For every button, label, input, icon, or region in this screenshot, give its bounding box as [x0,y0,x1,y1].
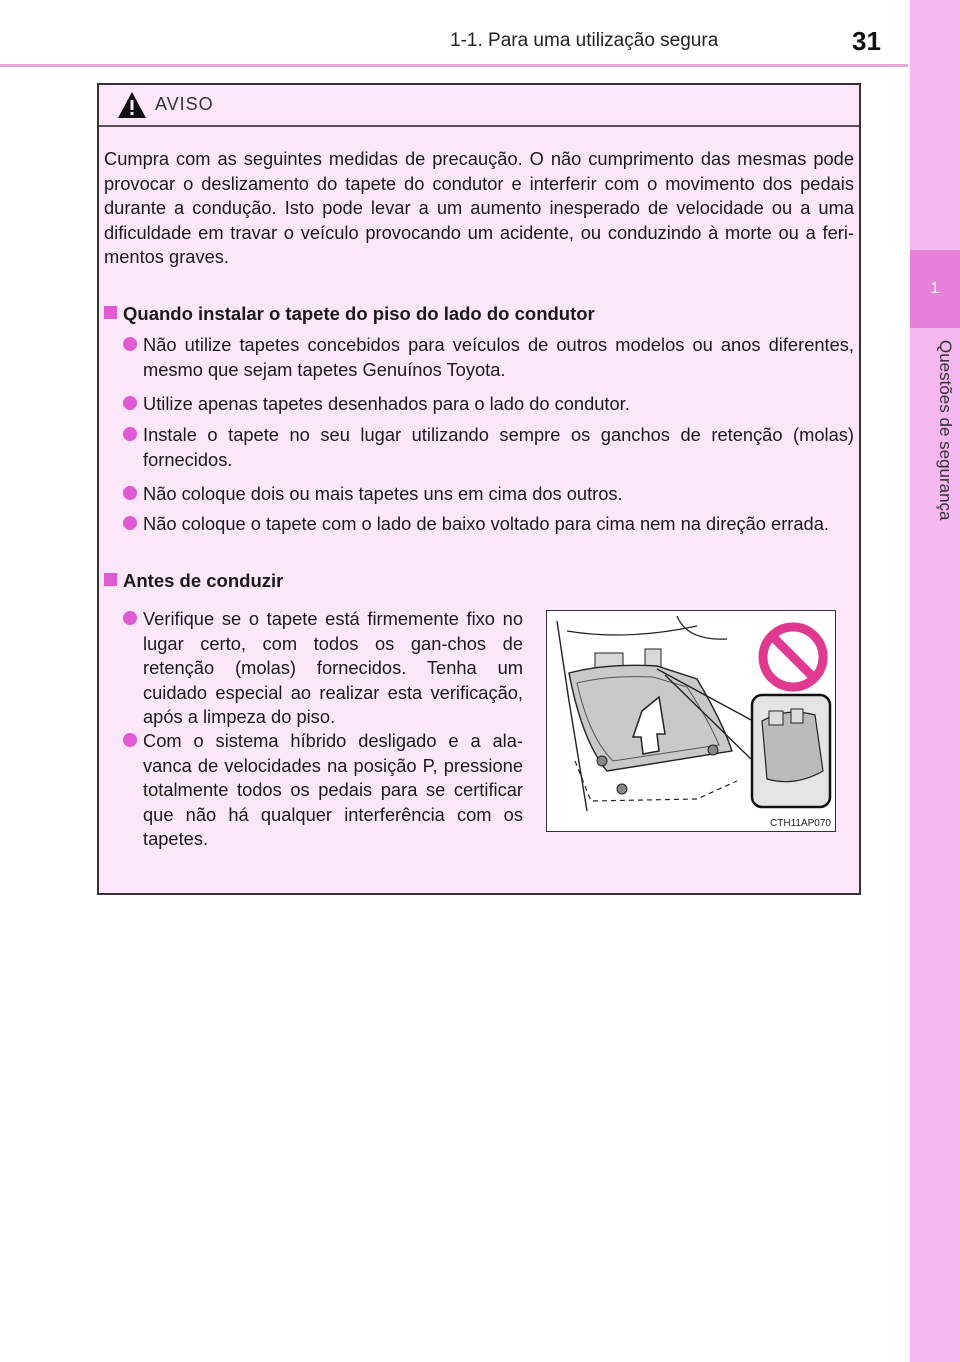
floor-mat-illustration [546,610,836,832]
list-item: Verifique se o tapete está firmemente fixo no lugar certo, com todos os gan-chos de retenção (molas) fornecidos. Tenha um cuidado especial ao realizar esta verificação, após a limpeza do piso. [123,607,523,730]
warning-intro: Cumpra com as seguintes medidas de precaução. O não cumprimento das mesmas pode provocar o deslizamento do tapete do condutor e interferir com o movimento dos pedais durante a condução. Isto pode levar a um aumento inesperado de velocidade ou a uma dificuldade em travar o veículo provocando um acidente, ou conduzindo à morte ou a feri-mentos graves. [104,148,854,267]
list-item: Instale o tapete no seu lugar utilizando sempre os ganchos de retenção (molas) fornecidos. [123,423,854,472]
list-item: Não coloque o tapete com o lado de baixo voltado para cima nem na direção errada. [123,512,854,537]
square-bullet-icon [104,573,117,586]
page-header-title: 1-1. Para uma utilização segura [450,30,719,51]
chapter-number: 1 [910,250,960,328]
figure-caption: CTH11AP070 [770,818,831,829]
list-item: Com o sistema híbrido desligado e a ala-vanca de velocidades na posição P, pressione totalmente todos os pedais para se certificar que não há qualquer interferência com os tapetes. [123,729,523,852]
round-bullet-icon [123,337,137,351]
header-divider [0,64,908,67]
warning-header [99,85,859,127]
chapter-side-tab [910,0,960,1362]
round-bullet-icon [123,611,137,625]
round-bullet-icon [123,396,137,410]
round-bullet-icon [123,427,137,441]
list-item: Utilize apenas tapetes desenhados para o lado do condutor. [123,392,854,417]
warning-box [97,83,861,895]
warning-triangle-icon [117,91,147,119]
section-heading-before-driving: Antes de conduzir [104,570,283,592]
round-bullet-icon [123,733,137,747]
page-number: 31 [852,26,881,56]
round-bullet-icon [123,486,137,500]
round-bullet-icon [123,516,137,530]
floor-mat-drawing [547,611,835,831]
list-item: Não utilize tapetes concebidos para veículos de outros modelos ou anos diferentes, mesmo que sejam tapetes Genuínos Toyota. [123,333,854,382]
chapter-label: Questões de segurança [936,340,955,521]
warning-label: AVISO [155,94,214,114]
list-item: Não coloque dois ou mais tapetes uns em cima dos outros. [123,482,854,507]
section-heading-installing: Quando instalar o tapete do piso do lado do condutor [104,303,595,325]
square-bullet-icon [104,306,117,319]
